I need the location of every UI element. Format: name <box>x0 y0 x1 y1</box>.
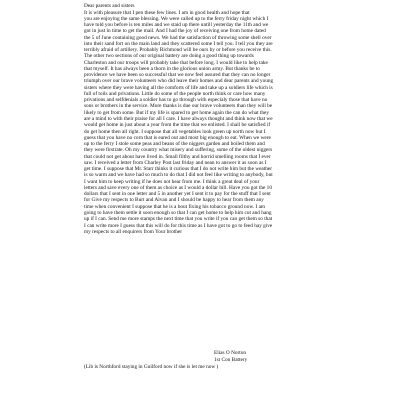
body-line: triumph over our brave volunteers who did leave their homes and dear parents and young <box>84 78 274 85</box>
body-line: do get home then all right. I suppose that all vegetables look green up north now but I <box>84 128 266 135</box>
body-line: up to the ferry I stole some peas and beans of the niggers garden and boiled them and <box>84 141 265 148</box>
body-line: they were firstrate. Oh my country what misery and suffering, some of the oldest niggers <box>84 147 273 154</box>
letter-body <box>84 10 330 236</box>
body-line: is so warm and we have had so much to do that I did not feel like writing to anybody, but <box>84 172 273 179</box>
body-line: The other two sections of our original battery are doing a good thing up towards <box>84 53 254 60</box>
body-line: would get home in just about a year from the time that we enlisted. I shall be satisfied if <box>84 122 271 129</box>
body-line: privations and selfdenials a soldier has to go through with especialy those that have no <box>84 97 268 104</box>
body-line: going to have them settle it soon enough so that I can get home to help him cut and hang <box>84 210 272 216</box>
body-line: got in just in time to get the mail. And I had the joy of receiving one from home dated <box>84 28 266 35</box>
body-line: sons or brothers in the service. More thanks is due our brave volunteers than they will be <box>84 103 273 110</box>
body-line: I want him to keep writing if he does not hear from me. I think a great deal of your <box>84 178 260 185</box>
signature-unit: 1st Con Battery <box>214 357 248 363</box>
body-line: into their sand fort on the main land and they scattered some I tell you. I tell you they are <box>84 40 273 47</box>
body-line: get time. I suppose that Mr. Starr thinks it curious that I do not write him but the weather <box>84 166 273 173</box>
body-line: I can write more I guess that this will do for this time as I have got to go to feed hay give <box>84 222 273 229</box>
body-line: have told you before is ten miles and we staid up there untill yesterday the 11th and we <box>84 22 269 29</box>
body-line: that myself. It has always been a thorn in the glorious union army. But thanks be to <box>84 65 260 72</box>
body-line: providence we have been so successful that we now feel assured that they can no longer <box>84 72 271 79</box>
letter-salutation: Dear parents and sisters <box>84 3 135 9</box>
body-line: for Give my respects to Burt and Alvan and I should be happy to hear from them any <box>84 197 264 204</box>
body-line: dollars that I sent in one letter and 5 in another yet I sent it to pay for the stuff that I sent <box>84 191 271 198</box>
body-line: It is with pleasure that I pen these few lines. I am in good health and hope that <box>84 9 250 16</box>
body-line: you are enjoying the same blessing. We were called up to the ferry friday night which I <box>84 15 269 22</box>
body-line: full of toils and privations. Little do some of the people north think or care how many <box>84 90 266 97</box>
body-line: likely to get from some. But if my life is spared to get home again the can do what they <box>84 109 270 116</box>
body-line: up if I can. Send me more stamps the next time that you write if you can get them so that <box>84 216 273 223</box>
body-line: guess that you have no corn that is eared out and most big enough to eat. When we were <box>84 134 271 141</box>
body-line: the 5 of June containing good news. We had the satisfaction of throwing some shell over <box>84 34 272 41</box>
body-line: letters and save every one of them as choice as I would a dollar bill. Have you got the 10 <box>84 184 272 191</box>
postscript: (Lib is Northford staying in Guilford now if she is let me now ) <box>84 364 219 370</box>
body-line: terribly afraid of artillery. Probably Richmond will be ours by or before you receive this. <box>84 47 272 54</box>
body-line: are a mind to with their praise for all I care. I have always thought and think now that we <box>84 116 273 123</box>
body-line: that could not get about have lived in. Small filthy and horrid smelling rooms that I ever <box>84 153 271 160</box>
body-line: my respects to all enquirers from Your brother <box>84 228 182 235</box>
signature-name: Elias O Norton <box>214 350 247 356</box>
body-line: saw. I received a letter from Charley Post last friday and nean to answer it as soon as I <box>84 159 267 166</box>
body-line: Charleston and our troops will probably take that before long. I would like to help take <box>84 59 268 66</box>
body-line: time when convenient I suppose that he is a bout fixing his tobacco ground now. I am <box>84 203 266 210</box>
body-line: sisters where they were having all the comforts of life and take up a soldiers life which is <box>84 84 273 91</box>
